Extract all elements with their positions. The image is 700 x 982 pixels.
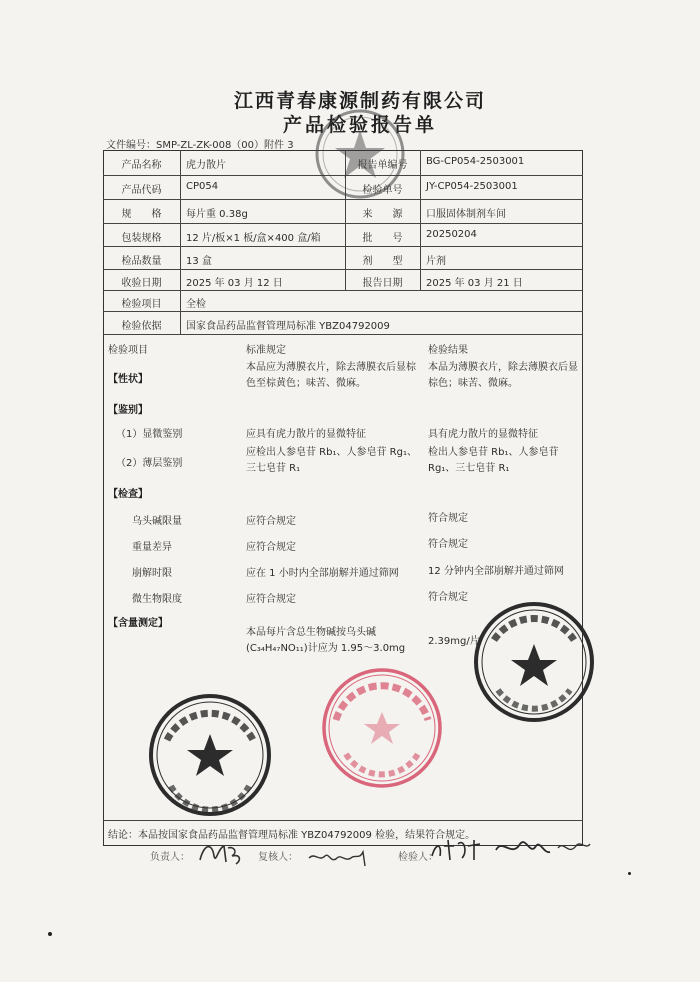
report-title: 产品检验报告单	[282, 114, 437, 136]
micro-std: 应具有虎力散片的显微特征	[246, 429, 366, 440]
assay-section: 【含量测定】	[108, 618, 168, 629]
disint-result: 12 分钟内全部崩解并通过筛网	[428, 566, 564, 577]
appearance-section: 【性状】	[108, 374, 148, 385]
qty: 13 盒	[186, 256, 212, 267]
row-divider	[103, 290, 583, 291]
spec-label: 规 格	[121, 209, 162, 220]
ident-section: 【鉴别】	[108, 405, 148, 416]
dosage-form: 片剂	[426, 256, 446, 267]
row-divider	[103, 175, 583, 176]
company-name: 江西青春康源制药有限公司	[233, 90, 486, 112]
col-header-item: 检验项目	[108, 345, 148, 356]
file-number: 文件编号：SMP-ZL-ZK-008（00）附件 3	[106, 140, 294, 151]
tlc-label: （2）薄层鉴别	[116, 458, 183, 469]
signature-reviewer	[305, 842, 375, 870]
test-item: 全检	[186, 299, 206, 310]
batch-no: 20250204	[426, 229, 477, 240]
qty-label: 检品数量	[121, 256, 162, 267]
aconitine-label: 乌头碱限量	[132, 516, 182, 527]
col-divider	[345, 150, 346, 290]
col-header-std: 标准规定	[246, 345, 286, 356]
source: 口服固体制剂车间	[426, 209, 506, 220]
row-divider	[103, 269, 583, 270]
reviewer-label: 复核人：	[258, 852, 298, 863]
tlc-std: 应检出人参皂苷 Rb₁、人参皂苷 Rg₁、三七皂苷 R₁	[246, 447, 417, 474]
report-no-label: 报告单编号	[357, 160, 408, 171]
micro-label: （1）显微鉴别	[116, 429, 183, 440]
report-date: 2025 年 03 月 21 日	[426, 278, 523, 289]
report-no: BG-CP054-2503001	[426, 156, 525, 167]
pack-label: 包装规格	[121, 233, 162, 244]
weight-label: 重量差异	[132, 542, 172, 553]
appearance-result: 本品为薄膜衣片，除去薄膜衣后显棕色；味苦、微麻。	[428, 362, 578, 389]
product-name: 虎力散片	[186, 160, 226, 171]
product-name-label: 产品名称	[121, 160, 162, 171]
responsible-label: 负责人：	[150, 852, 190, 863]
scan-speck	[628, 872, 631, 875]
row-divider	[103, 199, 583, 200]
product-code-label: 产品代码	[121, 185, 162, 196]
assay-std: 本品每片含总生物碱按乌头碱(C₃₄H₄₇NO₁₁)计应为 1.95～3.0mg	[246, 627, 406, 654]
row-divider	[103, 311, 583, 312]
weight-std: 应符合规定	[246, 542, 296, 553]
microbe-std: 应符合规定	[246, 594, 296, 605]
scan-speck	[48, 932, 52, 936]
col-header-result: 检验结果	[428, 345, 468, 356]
product-code: CP054	[186, 181, 219, 192]
row-divider	[103, 223, 583, 224]
report-date-label: 报告日期	[362, 278, 403, 289]
col-divider	[180, 150, 181, 334]
appearance-std: 本品应为薄膜衣片，除去薄膜衣后显棕色至棕黄色；味苦、微麻。	[246, 362, 416, 389]
test-no: JY-CP054-2503001	[426, 181, 518, 192]
tlc-result: 检出人参皂苷 Rb₁、人参皂苷 Rg₁、三七皂苷 R₁	[428, 447, 559, 474]
aconitine-result: 符合规定	[428, 513, 468, 524]
item-label: 检验项目	[121, 299, 162, 310]
pack-spec: 12 片/板×1 板/盒×400 盒/箱	[186, 233, 321, 244]
col-divider	[420, 150, 421, 290]
conclusion: 结论：本品按国家食品药品监督管理局标准 YBZ04792009 检验，结果符合规定。	[108, 830, 476, 841]
microbe-result: 符合规定	[428, 592, 468, 603]
spec: 每片重 0.38g	[186, 209, 248, 220]
disint-std: 应在 1 小时内全部崩解并通过筛网	[246, 568, 399, 579]
test-basis: 国家食品药品监督管理局标准 YBZ04792009	[186, 321, 390, 332]
received-date: 2025 年 03 月 12 日	[186, 278, 283, 289]
aconitine-std: 应符合规定	[246, 516, 296, 527]
basis-label: 检验依据	[121, 321, 162, 332]
microbe-label: 微生物限度	[132, 594, 182, 605]
row-divider	[103, 334, 583, 335]
form-label: 剂 型	[362, 256, 403, 267]
inspector-label: 检验人：	[398, 852, 438, 863]
received-label: 收验日期	[121, 278, 162, 289]
disint-label: 崩解时限	[132, 568, 172, 579]
weight-result: 符合规定	[428, 539, 468, 550]
check-section: 【检查】	[108, 489, 148, 500]
micro-result: 具有虎力散片的显微特征	[428, 429, 538, 440]
batch-label: 批 号	[362, 233, 403, 244]
assay-result: 2.39mg/片	[428, 636, 480, 647]
row-divider	[103, 246, 583, 247]
row-divider	[103, 820, 583, 821]
test-no-label: 检验单号	[362, 185, 403, 196]
source-label: 来 源	[362, 209, 403, 220]
